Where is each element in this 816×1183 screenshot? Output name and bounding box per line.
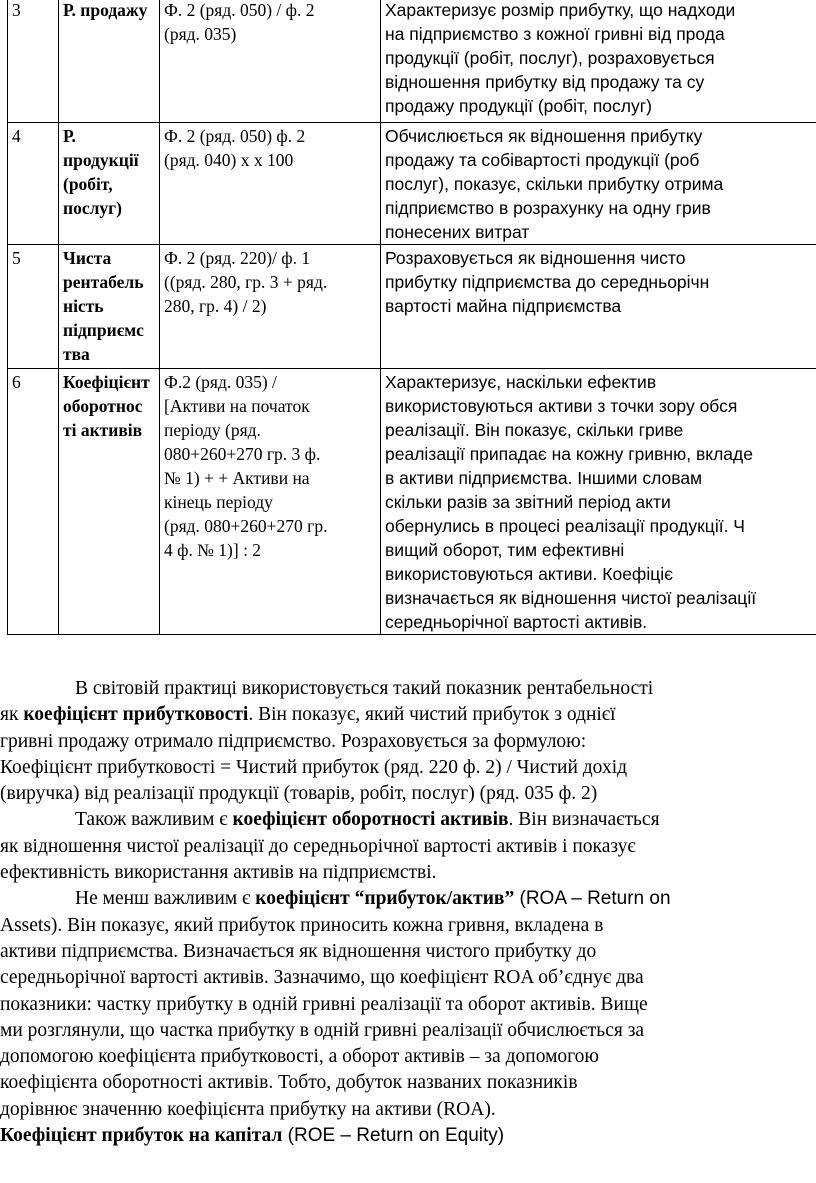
table-row (8, 245, 816, 369)
description-line: використовуються активи. Коефіціє (385, 564, 674, 584)
formula-line: періоду (ряд. (164, 420, 261, 440)
body-text (0, 676, 816, 1149)
description-line: на підприємство з кожної гривні від прода (385, 24, 725, 44)
indicator-name: Коефіцієнт оборотнос ті активів (59, 369, 160, 635)
term-profitability: коефіцієнт прибутковості (23, 704, 249, 726)
description-line: послуг), показує, скільки прибутку отрима (385, 174, 724, 194)
ratios-table (7, 0, 816, 635)
description-line: підприємство в розрахунку на одну грив (385, 198, 711, 218)
description-line: прибутку підприємства до середньорічн (385, 272, 710, 292)
table-row (8, 0, 816, 123)
description-line: обернулись в процесі реалізації продукції. Ч (385, 516, 745, 536)
indicator-name: Р. продукції (робіт, послуг) (59, 123, 160, 245)
term-asset-turnover: коефіцієнт оборотності активів (232, 809, 509, 831)
description-line: продукції (робіт, послуг), розраховується (385, 48, 715, 68)
paragraph-3-line: активи підприємства. Визначається як відношення чистого прибутку до (0, 940, 597, 962)
table-row (8, 123, 816, 245)
description-line: в активи підприємства. Іншими словам (385, 468, 703, 488)
formula-source (160, 369, 381, 635)
description-line: реалізації припадає на кожну гривню, вкладе (385, 444, 753, 464)
formula-source (160, 0, 381, 123)
description-line: визначається як відношення чистої реалізації (385, 588, 757, 608)
paragraph-1-line-3: гривні продажу отримало підприємство. Розраховується за формулою: (0, 730, 587, 752)
description-line: використовуються активи з точки зору обся (385, 396, 738, 416)
formula-source (160, 245, 381, 369)
term-roe: Коефіцієнт прибуток на капітал (0, 1125, 283, 1147)
paragraph-3-line: показники: частку прибутку в одній гривні реалізації та оборот активів. Вище (0, 993, 648, 1015)
formula-line: 4 ф. № 1)] : 2 (164, 540, 262, 560)
row-number: 4 (8, 123, 59, 245)
formula-line: Ф. 2 (ряд. 050) ф. 2 (164, 126, 306, 146)
description-line: Розраховується як відношення чисто (385, 248, 686, 268)
description-line: середньорічної вартості активів. (385, 612, 648, 632)
formula-line: (ряд. 080+260+270 гр. (164, 516, 328, 536)
paragraph-3-line: допомогою коефіцієнта прибутковості, а оборот активів – за допомогою (0, 1046, 599, 1068)
term-roa: коефіцієнт “прибуток/актив” (255, 888, 515, 910)
indicator-description (381, 0, 816, 123)
formula-source (160, 123, 381, 245)
paragraph-3-line: Assets). Він показує, який прибуток приносить кожна гривня, вкладена в (0, 914, 604, 936)
description-line: Обчислюється як відношення прибутку (385, 126, 703, 146)
formula-line: Ф. 2 (ряд. 050) / ф. 2 (164, 0, 315, 20)
paragraph-3-line: дорівнює значенню коефіцієнта прибутку на активи (ROA). (0, 1098, 496, 1120)
formula-line: Ф. 2 (ряд. 220)/ ф. 1 (164, 248, 311, 268)
formula-line: ((ряд. 280, гр. 3 + ряд. (164, 272, 328, 292)
formula-line-1: Коефіцієнт прибутковості = Чистий прибуток (ряд. 220 ф. 2) / Чистий дохід (0, 756, 628, 778)
formula-line: № 1) + + Активи на (164, 468, 310, 488)
formula-line: 280, гр. 4) / 2) (164, 296, 267, 316)
roe-heading: Коефіцієнт прибуток на капітал (ROE – Return on Equity) (0, 1125, 505, 1147)
row-number: 6 (8, 369, 59, 635)
formula-line: (ряд. 040) х х 100 (164, 150, 294, 170)
indicator-description (381, 369, 816, 635)
description-line: понесених витрат (385, 222, 530, 242)
description-line: скільки разів за звітний період акти (385, 492, 671, 512)
indicator-description (381, 245, 816, 369)
row-number: 5 (8, 245, 59, 369)
paragraph-3-line: середньорічної вартості активів. Зазначимо, що коефіцієнт ROA об’єднує два (0, 967, 644, 989)
formula-line: Ф.2 (ряд. 035) / (164, 372, 277, 392)
description-line: вищий оборот, тим ефективні (385, 540, 625, 560)
paragraph-1-line-2: як коефіцієнт прибутковості. Він показує, який чистий прибуток з однієї (0, 704, 616, 726)
paragraph-3: Не менш важливим є коефіцієнт “прибуток/актив” (ROA – Return on (75, 888, 671, 910)
table-row (8, 369, 816, 635)
description-line: Характеризує, наскільки ефектив (385, 372, 657, 392)
indicator-name: Чиста рентабель ність підприємс тва (59, 245, 160, 369)
description-line: продажу та собівартості продукції (роб (385, 150, 700, 170)
paragraph-2-line-3: ефективність використання активів на підприємстві. (0, 862, 437, 884)
indicator-description (381, 123, 816, 245)
formula-line: [Активи на початок (164, 396, 310, 416)
paragraph-2: Також важливим є коефіцієнт оборотності активів. Він визначається (75, 809, 660, 831)
description-line: відношення прибутку від продажу та су (385, 72, 705, 92)
paragraph-3-line: ми розглянули, що частка прибутку в одній гривні реалізації обчислюється за (0, 1019, 645, 1041)
row-number: 3 (8, 0, 59, 123)
description-line: вартості майна підприємства (385, 296, 622, 316)
paragraph-3-line: коефіцієнта оборотності активів. Тобто, добуток названих показників (0, 1072, 578, 1094)
indicator-name: Р. продажу (59, 0, 160, 123)
formula-line: кінець періоду (164, 492, 273, 512)
description-line: реалізації. Він показує, скільки гриве (385, 420, 684, 440)
description-line: продажу продукції (робіт, послуг) (385, 96, 652, 116)
description-line: Характеризує розмір прибутку, що надходи (385, 0, 736, 20)
paragraph-1: В світовій практиці використовується такий показник рентабельності (75, 678, 654, 699)
formula-line-2: (виручка) від реалізації продукції (товарів, робіт, послуг) (ряд. 035 ф. 2) (0, 783, 598, 805)
formula-line: (ряд. 035) (164, 24, 237, 44)
formula-line: 080+260+270 гр. 3 ф. (164, 444, 321, 464)
paragraph-2-line-2: як відношення чистої реалізації до середньорічної вартості активів і показує (0, 835, 636, 857)
